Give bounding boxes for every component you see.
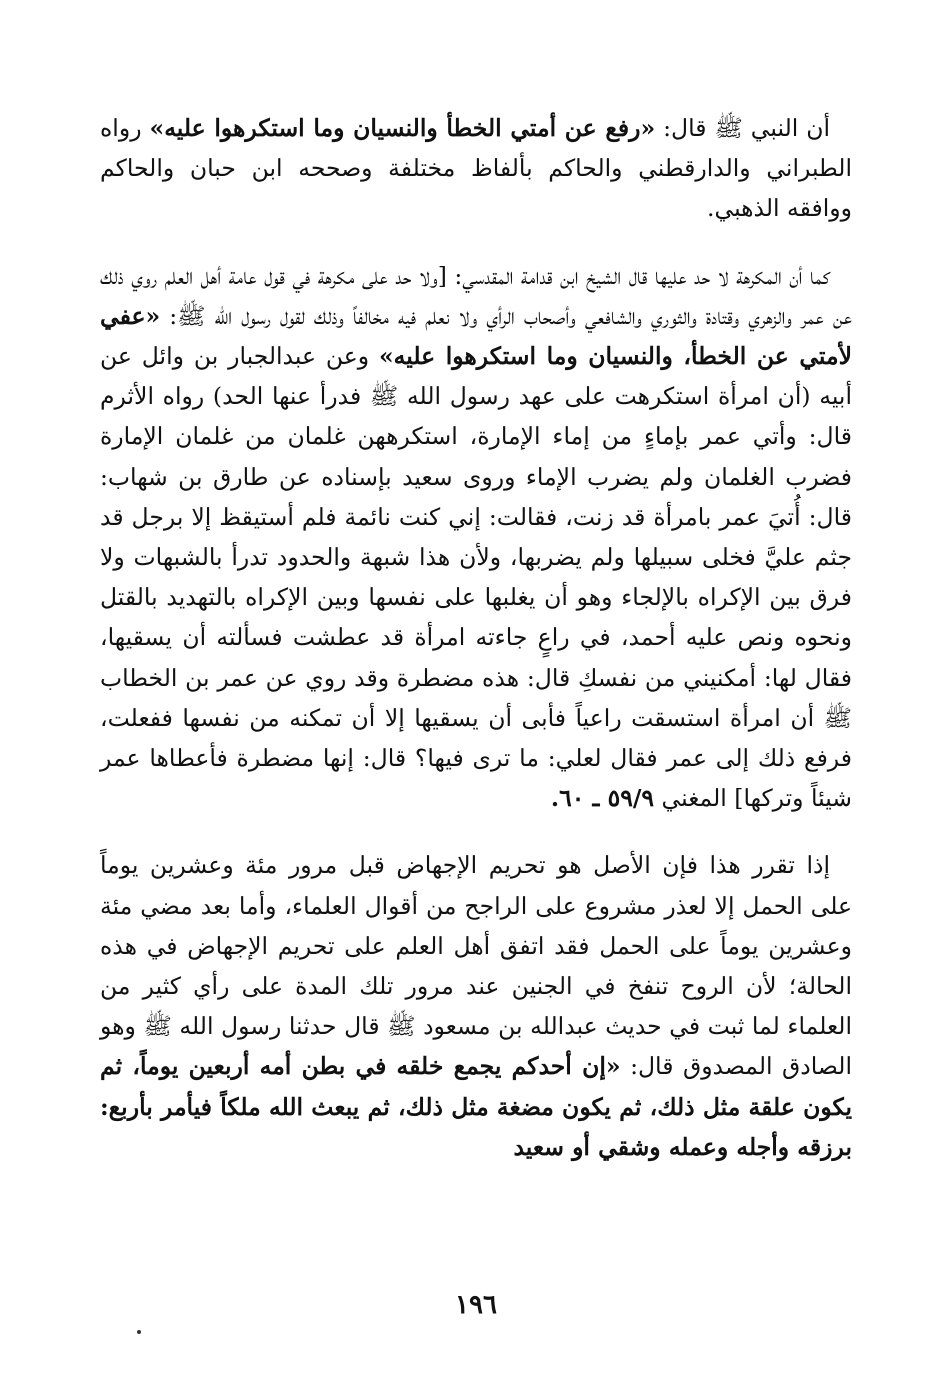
paragraph bbox=[100, 845, 852, 1167]
quoted-text: «إن أحدكم يجمع خلقه في بطن أمه أربعين يوماً، ثم يكون علقة مثل ذلك، ثم يكون مضغة مثل ذلك، ثم يبعث الله ملكاً فيأمر بأربع: برزقه وأجله وعمله وشقي أو سعيد bbox=[100, 1052, 852, 1161]
text-segment: إذا تقرر هذا فإن الأصل هو تحريم الإجهاض قبل مرور مئة وعشرين يوماً على الحمل إلا لعذر مشروع على الراجح من أقوال العلماء، وأما بعد مضي مئة وعشرين يوماً على الحمل فقد اتفق أهل العلم على تحريم الإجهاض في هذه الحالة؛ لأن الروح تنفخ في الجنين عند مرور تلك المدة على رأي كثير من العلماء لما ثبت في حديث عبدالله بن مسعود ﷺ قال حدثنا رسول الله ﷺ وهو الصادق المصدوق قال: bbox=[100, 851, 852, 1081]
text-segment: أن النبي ﷺ قال: bbox=[655, 114, 830, 142]
body-text bbox=[100, 108, 852, 1167]
quoted-text: ٥٩/٩ ـ ٦٠. bbox=[550, 784, 655, 813]
paragraph bbox=[100, 108, 852, 229]
paragraph bbox=[100, 256, 852, 819]
text-segment: وعن عبدالجبار بن وائل عن أبيه (أن امرأة استكرهت على عهد رسول الله ﷺ فدرأ عنها الحد) رواه الأثرم قال: وأتي عمر بإماءٍ من إماء الإمارة، استكرههن غلمان من غلمان الإمارة فضرب الغلمان ولم يضرب الإماء وروى سعيد بإسناده عن طارق بن شهاب: قال: أُتيَ عمر بامرأة قد زنت، فقالت: إني كنت نائمة فلم أستيقظ إلا برجل قد جثم عليَّ فخلى سبيلها ولم يضربها، ولأن هذا شبهة والحدود تدرأ بالشبهات ولا فرق بين الإكراه بالإلجاء وهو أن يغلبها على نفسها وبين الإكراه بالتهديد بالقتل ونحوه ونص عليه أحمد، في راعٍ جاءته امرأة قد عطشت فسألته أن يسقيها، فقال لها: أمكنيني من نفسكِ قال: هذه مضطرة وقد روي عن عمر بن الخطاب ﷺ أن امرأة استسقت راعياً فأبى أن يسقيها إلا أن تمكنه من نفسها ففعلت، فرفع ذلك إلى عمر فقال لعلي: ما ترى فيها؟ قال: إنها مضطرة فأعطاها عمر شيئاً وتركها] المغني bbox=[100, 342, 852, 813]
page-number: ١٩٦ bbox=[455, 1290, 497, 1320]
quoted-text: «رفع عن أمتي الخطأ والنسيان وما استكرهوا عليه» bbox=[149, 114, 656, 142]
paragraph-gap bbox=[100, 229, 852, 256]
text-segment: كما أن المكرهة لا حد عليها قال الشيخ ابن قدامة المقدسي: [ولا حد على مكرهة في قول عامة أهل العلم روي ذلك عن عمر والزهري وقتادة والثوري والشافعي وأصحاب الرأي ولا نعلم فيه مخالفاً وذلك لقول رسول الله ﷺ: bbox=[100, 261, 852, 330]
text-segment: رواه الطبراني والدارقطني والحاكم بألفاظ مختلفة وصححه ابن حبان والحاكم ووافقه الذهبي. bbox=[100, 114, 852, 223]
quoted-text: «عفي لأمتي عن الخطأ، والنسيان وما استكرهوا عليه» bbox=[100, 301, 852, 371]
paragraph-gap bbox=[100, 818, 852, 845]
stray-mark bbox=[137, 1330, 141, 1334]
